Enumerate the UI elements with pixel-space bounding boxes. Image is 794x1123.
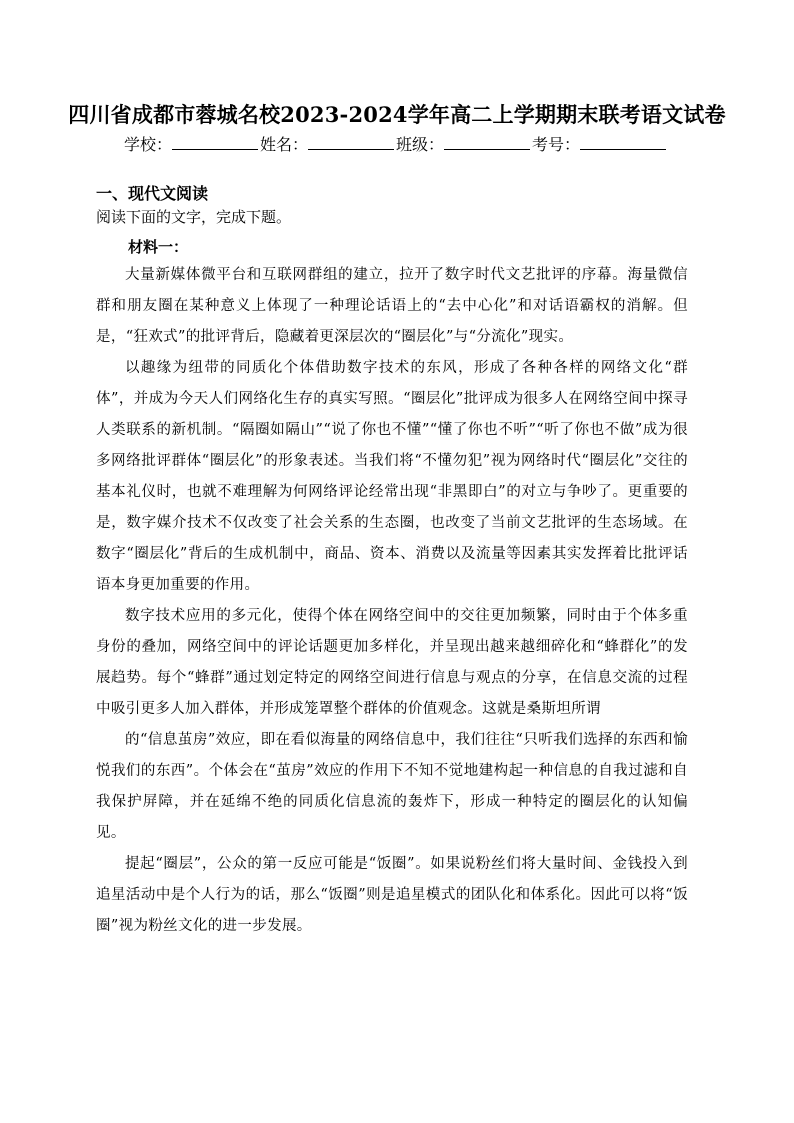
name-label: 姓名： <box>260 135 309 154</box>
name-blank[interactable] <box>308 133 394 150</box>
name-field <box>260 133 396 157</box>
school-label: 学校： <box>124 135 173 154</box>
paragraph: 以趣缘为纽带的同质化个体借助数字技术的东风，形成了各种各样的网络文化“群体”，并成为今天人们网络化生存的真实写照。“圈层化”批评成为很多人在网络空间中探寻人类联系的新机制。“隔圈如隔山”“说了你也不懂”“懂了你也不听”“听了你也不做”成为很多网络批评群体“圈层化”的形象表述。当我们将“不懂勿犯”视为网络时代“圈层化”交往的基本礼仪时，也就不难理解为何网络评论经常出现“非黑即白”的对立与争吵了。更重要的是，数字媒介技术不仅改变了社会关系的生态圈，也改变了当前文艺批评的生态场域。在数字“圈层化”背后的生成机制中，商品、资本、消费以及流量等因素其实发挥着比批评话语本身更加重要的作用。 <box>96 360 688 593</box>
exam-number-label: 考号： <box>532 135 581 154</box>
paragraph: 的“信息茧房”效应，即在看似海量的网络信息中，我们往往“只听我们选择的东西和愉悦我们的东西”。个体会在“茧房”效应的作用下不知不觉地建构起一种信息的自我过滤和自我保护屏障，并在延绵不绝的同质化信息流的轰炸下，形成一种特定的圈层化的认知偏见。 <box>96 732 688 841</box>
school-field <box>124 133 260 157</box>
article-content <box>96 260 688 942</box>
paragraph: 数字技术应用的多元化，使得个体在网络空间中的交往更加频繁，同时由于个体多重身份的叠加，网络空间中的评论话题更加多样化，并呈现出越来越细碎化和“蜂群化”的发展趋势。每个“蜂群”通过划定特定的网络空间进行信息与观点的分享，在信息交流的过程中吸引更多人加入群体，并形成笼罩整个群体的价值观念。这就是桑斯坦所谓 <box>96 608 688 717</box>
exam-number-blank[interactable] <box>580 133 666 150</box>
student-info-line <box>124 133 684 157</box>
exam-title: 四川省成都市蓉城名校2023-2024学年高二上学期期末联考语文试卷 <box>68 102 726 127</box>
school-blank[interactable] <box>172 133 258 150</box>
class-blank[interactable] <box>444 133 530 150</box>
class-label: 班级： <box>396 135 445 154</box>
class-field <box>396 133 532 157</box>
paragraph: 大量新媒体微平台和互联网群组的建立，拉开了数字时代文艺批评的序幕。海量微信群和朋友圈在某种意义上体现了一种理论话语上的“去中心化”和对话语霸权的消解。但是，“狂欢式”的批评背后，隐藏着更深层次的“圈层化”与“分流化”现实。 <box>96 267 688 345</box>
reading-instruction: 阅读下面的文字，完成下题。 <box>96 208 292 226</box>
material-label: 材料一： <box>128 238 189 256</box>
paragraph: 提起“圈层”，公众的第一反应可能是“饭圈”。如果说粉丝们将大量时间、金钱投入到追星活动中是个人行为的话，那么“饭圈”则是追星模式的团队化和体系化。因此可以将“饭圈”视为粉丝文化的进一步发展。 <box>96 856 688 934</box>
exam-number-field <box>532 133 668 157</box>
section-heading: 一、现代文阅读 <box>96 184 209 203</box>
